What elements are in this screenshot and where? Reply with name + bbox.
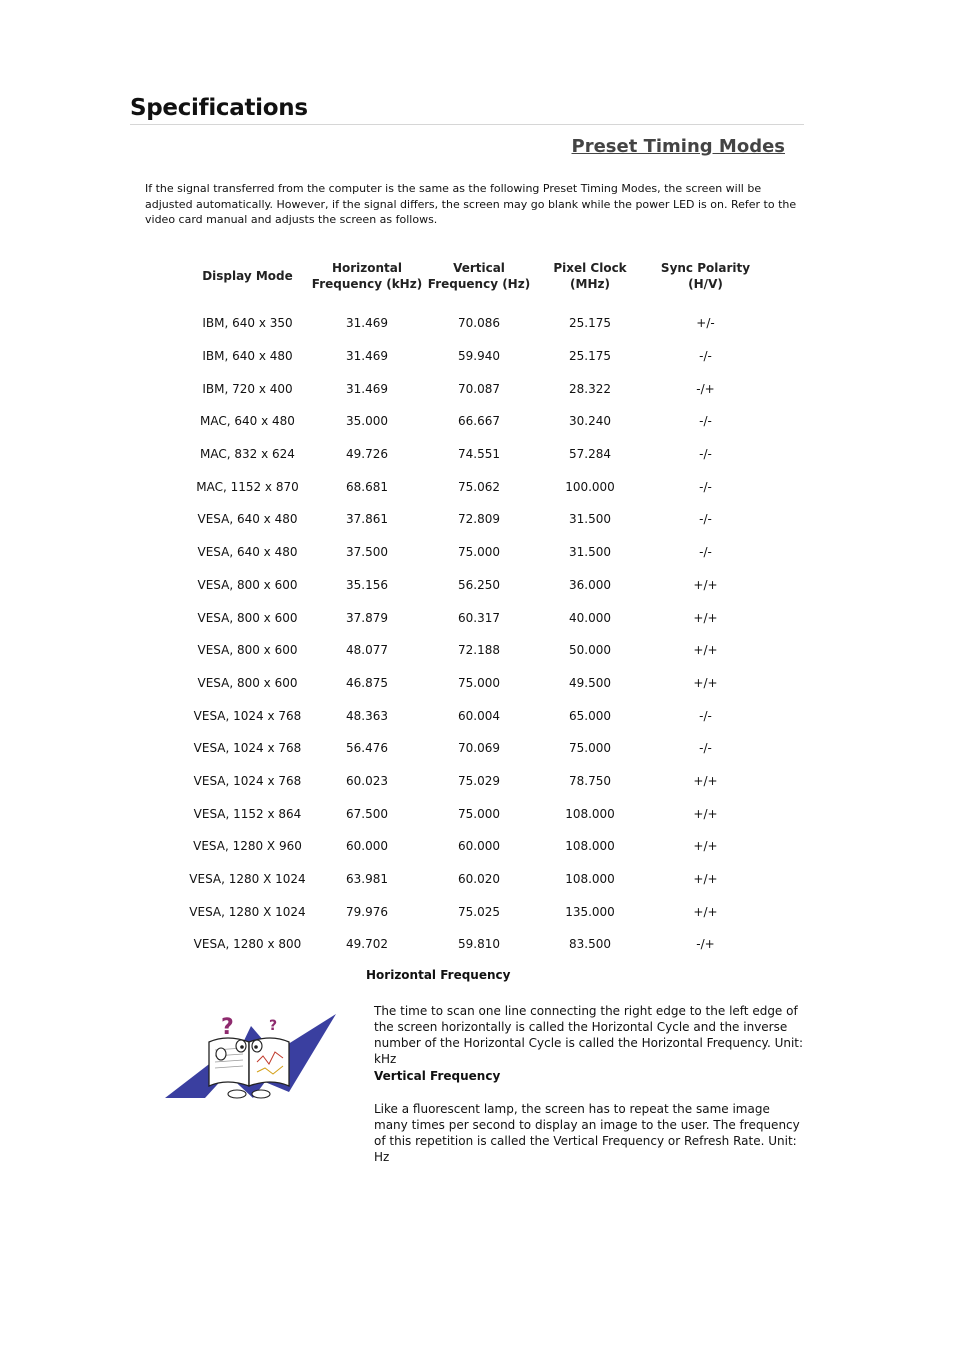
display-mode-cell: VESA, 1280 X 1024	[189, 872, 306, 887]
horizontal-frequency-cell: 60.000	[346, 839, 388, 854]
horizontal-frequency-cell: 48.077	[346, 643, 388, 658]
vertical-frequency-title: Vertical Frequency	[374, 1069, 501, 1083]
table-row	[185, 601, 765, 634]
pixel-clock-cell: 30.240	[569, 414, 611, 429]
display-mode-cell: VESA, 1152 x 864	[193, 806, 302, 821]
table-row	[185, 438, 765, 471]
sync-polarity-cell: +/+	[693, 577, 718, 592]
horizontal-frequency-cell: 37.500	[346, 545, 388, 560]
horizontal-frequency-cell: 60.023	[346, 773, 388, 788]
display-mode-cell: MAC, 1152 x 870	[196, 479, 299, 494]
display-mode-cell: IBM, 640 x 480	[202, 349, 293, 364]
header-display-mode: Display Mode	[202, 268, 293, 283]
table-row	[185, 863, 765, 896]
pixel-clock-cell: 25.175	[569, 316, 611, 331]
horizontal-frequency-cell: 37.879	[346, 610, 388, 625]
sync-polarity-cell: +/+	[693, 773, 718, 788]
vertical-frequency-text: Like a fluorescent lamp, the screen has to repeat the same image many times per second to display an image to the user. The frequency of this repetition is called the Vertical Frequency or Refresh Rate. Unit: Hz	[374, 1102, 800, 1164]
vertical-frequency-cell: 60.000	[458, 839, 500, 854]
pixel-clock-cell: 31.500	[569, 545, 611, 560]
table-row	[185, 503, 765, 536]
sync-polarity-cell: -/-	[699, 349, 712, 364]
horizontal-frequency-cell: 35.000	[346, 414, 388, 429]
sync-polarity-cell: -/-	[699, 545, 712, 560]
preset-timing-table	[185, 245, 765, 961]
horizontal-frequency-cell: 67.500	[346, 806, 388, 821]
pixel-clock-cell: 25.175	[569, 349, 611, 364]
pixel-clock-cell: 49.500	[569, 675, 611, 690]
svg-text:?: ?	[221, 1015, 234, 1040]
pixel-clock-cell: 40.000	[569, 610, 611, 625]
table-body	[185, 307, 765, 961]
vertical-frequency-cell: 56.250	[458, 577, 500, 592]
pixel-clock-cell: 135.000	[565, 904, 615, 919]
horizontal-frequency-cell: 56.476	[346, 741, 388, 756]
vertical-frequency-cell: 75.000	[458, 545, 500, 560]
sync-polarity-cell: -/-	[699, 512, 712, 527]
display-mode-cell: IBM, 640 x 350	[202, 316, 293, 331]
horizontal-frequency-cell: 48.363	[346, 708, 388, 723]
pixel-clock-cell: 100.000	[565, 479, 615, 494]
horizontal-frequency-cell: 31.469	[346, 349, 388, 364]
display-mode-cell: VESA, 800 x 600	[197, 577, 298, 592]
horizontal-frequency-cell: 49.702	[346, 937, 388, 952]
display-mode-cell: VESA, 800 x 600	[197, 610, 298, 625]
horizontal-frequency-cell: 68.681	[346, 479, 388, 494]
table-row	[185, 340, 765, 373]
display-mode-cell: VESA, 640 x 480	[197, 545, 298, 560]
table-row	[185, 895, 765, 928]
table-row	[185, 372, 765, 405]
display-mode-cell: VESA, 800 x 600	[197, 643, 298, 658]
horizontal-frequency-title: Horizontal Frequency	[366, 968, 511, 982]
svg-text:?: ?	[269, 1018, 278, 1034]
table-header-row	[185, 245, 765, 307]
display-mode-cell: VESA, 1024 x 768	[193, 741, 302, 756]
sync-polarity-cell: +/+	[693, 904, 718, 919]
pixel-clock-cell: 50.000	[569, 643, 611, 658]
header-vertical-frequency-label: Vertical Frequency (Hz)	[427, 260, 531, 291]
section-title: Preset Timing Modes	[571, 136, 785, 157]
horizontal-frequency-cell: 63.981	[346, 872, 388, 887]
vertical-frequency-cell: 75.000	[458, 675, 500, 690]
sync-polarity-cell: +/+	[693, 610, 718, 625]
table-row	[185, 405, 765, 438]
horizontal-frequency-cell: 49.726	[346, 447, 388, 462]
intro-paragraph: If the signal transferred from the computer is the same as the following Preset Timing Modes, the screen will be adjusted automatically. However, if the signal differs, the screen may go blank while the power LED is on. Refer to the video card manual and adjusts the screen as follows.	[145, 182, 797, 227]
vertical-frequency-cell: 74.551	[458, 447, 500, 462]
pixel-clock-cell: 78.750	[569, 773, 611, 788]
vertical-frequency-cell: 72.188	[458, 643, 500, 658]
display-mode-cell: MAC, 832 x 624	[200, 447, 295, 462]
horizontal-frequency-cell: 31.469	[346, 381, 388, 396]
table-row	[185, 928, 765, 961]
display-mode-cell: MAC, 640 x 480	[200, 414, 295, 429]
sync-polarity-cell: +/+	[693, 872, 718, 887]
table-row	[185, 699, 765, 732]
table-row	[185, 667, 765, 700]
page-title: Specifications	[130, 95, 308, 121]
header-sync-polarity-label: Sync Polarity (H/V)	[660, 260, 751, 291]
table-row	[185, 732, 765, 765]
vertical-frequency-cell: 59.940	[458, 349, 500, 364]
sync-polarity-cell: -/-	[699, 741, 712, 756]
table-row	[185, 634, 765, 667]
sync-polarity-cell: -/-	[699, 708, 712, 723]
pixel-clock-cell: 31.500	[569, 512, 611, 527]
table-row	[185, 470, 765, 503]
sync-polarity-cell: +/-	[696, 316, 715, 331]
table-row	[185, 765, 765, 798]
sync-polarity-cell: +/+	[693, 643, 718, 658]
header-horizontal-frequency-label: Horizontal Frequency (kHz)	[311, 260, 423, 291]
vertical-frequency-cell: 60.020	[458, 872, 500, 887]
pixel-clock-cell: 36.000	[569, 577, 611, 592]
pixel-clock-cell: 108.000	[565, 839, 615, 854]
horizontal-frequency-cell: 31.469	[346, 316, 388, 331]
display-mode-cell: VESA, 1280 X 960	[193, 839, 302, 854]
sync-polarity-cell: +/+	[693, 839, 718, 854]
sync-polarity-cell: -/-	[699, 414, 712, 429]
display-mode-cell: VESA, 1280 x 800	[193, 937, 302, 952]
display-mode-cell: VESA, 640 x 480	[197, 512, 298, 527]
title-divider	[130, 124, 804, 125]
horizontal-frequency-cell: 46.875	[346, 675, 388, 690]
table-row	[185, 569, 765, 602]
header-horizontal-frequency	[310, 245, 424, 307]
pixel-clock-cell: 65.000	[569, 708, 611, 723]
display-mode-cell: VESA, 1024 x 768	[193, 773, 302, 788]
vertical-frequency-cell: 75.062	[458, 479, 500, 494]
sync-polarity-cell: -/+	[696, 381, 715, 396]
pixel-clock-cell: 28.322	[569, 381, 611, 396]
vertical-frequency-cell: 59.810	[458, 937, 500, 952]
pixel-clock-cell: 75.000	[569, 741, 611, 756]
vertical-frequency-cell: 60.317	[458, 610, 500, 625]
sync-polarity-cell: +/+	[693, 675, 718, 690]
display-mode-cell: IBM, 720 x 400	[202, 381, 293, 396]
sync-polarity-cell: +/+	[693, 806, 718, 821]
vertical-frequency-cell: 70.086	[458, 316, 500, 331]
pixel-clock-cell: 108.000	[565, 872, 615, 887]
vertical-frequency-cell: 70.087	[458, 381, 500, 396]
horizontal-frequency-cell: 37.861	[346, 512, 388, 527]
horizontal-frequency-cell: 79.976	[346, 904, 388, 919]
sync-polarity-cell: -/+	[696, 937, 715, 952]
vertical-frequency-cell: 75.000	[458, 806, 500, 821]
display-mode-cell: VESA, 1280 X 1024	[189, 904, 306, 919]
vertical-frequency-cell: 70.069	[458, 741, 500, 756]
pixel-clock-cell: 57.284	[569, 447, 611, 462]
display-mode-cell: VESA, 1024 x 768	[193, 708, 302, 723]
vertical-frequency-cell: 72.809	[458, 512, 500, 527]
sync-polarity-cell: -/-	[699, 447, 712, 462]
vertical-frequency-cell: 66.667	[458, 414, 500, 429]
display-mode-cell: VESA, 800 x 600	[197, 675, 298, 690]
table-row	[185, 536, 765, 569]
vertical-frequency-cell: 75.029	[458, 773, 500, 788]
table-row	[185, 830, 765, 863]
horizontal-frequency-cell: 35.156	[346, 577, 388, 592]
sync-polarity-cell: -/-	[699, 479, 712, 494]
header-vertical-frequency	[424, 245, 534, 307]
confused-book-icon	[165, 1012, 337, 1100]
pixel-clock-cell: 83.500	[569, 937, 611, 952]
horizontal-frequency-text: The time to scan one line connecting the right edge to the left edge of the screen horizontally is called the Horizontal Cycle and the inverse number of the Horizontal Cycle is called the Horizontal Frequency. Unit: kHz	[374, 1004, 804, 1066]
table-row	[185, 797, 765, 830]
header-pixel-clock-label: Pixel Clock (MHz)	[553, 260, 627, 291]
vertical-frequency-cell: 75.025	[458, 904, 500, 919]
vertical-frequency-cell: 60.004	[458, 708, 500, 723]
header-pixel-clock	[534, 245, 646, 307]
header-sync-polarity	[646, 245, 765, 307]
pixel-clock-cell: 108.000	[565, 806, 615, 821]
table-row	[185, 307, 765, 340]
